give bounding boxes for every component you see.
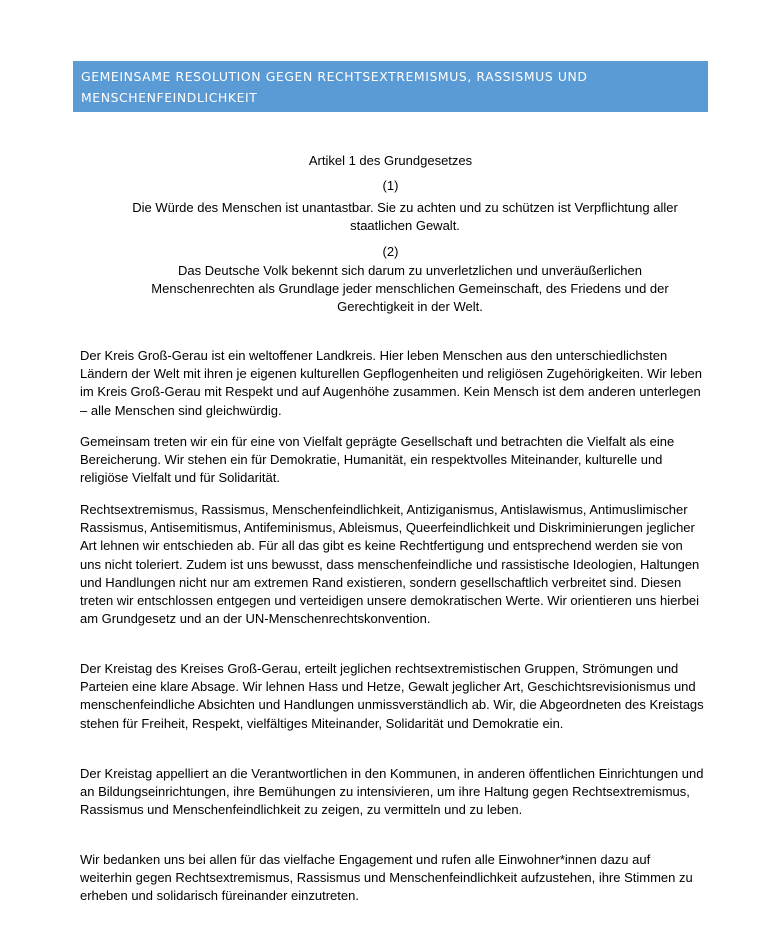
quote-number-1: (1) xyxy=(382,178,399,193)
body-paragraph: Rechtsextremismus, Rassismus, Menschenfeindlichkeit, Antiziganismus, Antislawismus, Antimuslimischer Rassismus, Antisemitismus, Antifeminismus, Ableismus, Queerfeindlichkeit und Diskriminierungen jeglicher Art lehnen wir entschieden ab. Für all das gibt es keine Rechtfertigung und entsprechend werden sie von uns nicht toleriert. Zudem ist uns bewusst, dass menschenfeindliche und rassistische Ideologien, Haltungen und Handlungen nicht nur am extremen Rand existieren, sondern gesellschaftlich verbreitet sind. Diesen treten wir entschlossen entgegen und verteidigen unsere demokratischen Werte. Wir orientieren uns hierbei am Grundgesetz und an der UN-Menschenrechtskonvention. xyxy=(80,502,700,627)
body-paragraph: Der Kreis Groß-Gerau ist ein weltoffener Landkreis. Hier leben Menschen aus den unterschiedlichsten Ländern der Welt mit ihren je eigenen kulturellen Gepflogenheiten und religiösen Zugehörigkeiten. Wir leben im Kreis Groß-Gerau mit Respekt und auf Augenhöhe zusammen. Kein Mensch ist dem anderen unterlegen – alle Menschen sind gleichwürdig. xyxy=(80,348,702,418)
title-banner xyxy=(73,61,708,112)
quote-paragraph-2: Das Deutsche Volk bekennt sich darum zu unverletzlichen und unveräußerlichen Menschenrechten als Grundlage jeder menschlichen Gemeinschaft, des Friedens und der Gerechtigkeit in der Welt. xyxy=(151,263,669,314)
body-paragraph: Der Kreistag des Kreises Groß-Gerau, erteilt jeglichen rechtsextremistischen Gruppen, Strömungen und Parteien eine klare Absage. Wir lehnen Hass und Hetze, Gewalt jeglicher Art, Geschichtsrevisionismus und menschenfeindliche Absichten und Handlungen unmissverständlich ab. Wir, die Abgeordneten des Kreistags stehen für Freiheit, Respekt, vielfältiges Miteinander, Solidarität und Demokratie ein. xyxy=(80,661,704,731)
body-paragraph: Der Kreistag appelliert an die Verantwortlichen in den Kommunen, in anderen öffentlichen Einrichtungen und an Bildungseinrichtungen, ihre Bemühungen zu intensivieren, um ihre Haltung gegen Rechtsextremismus, Rassismus und Menschenfeindlichkeit zu zeigen, zu vermitteln und zu leben. xyxy=(80,766,704,818)
quote-paragraph-1: Die Würde des Menschen ist unantastbar. Sie zu achten und zu schützen ist Verpflichtung aller staatlichen Gewalt. xyxy=(132,200,678,233)
body-paragraph: Wir bedanken uns bei allen für das vielfache Engagement und rufen alle Einwohner*innen dazu auf weiterhin gegen Rechtsextremismus, Rassismus und Menschenfeindlichkeit aufzustehen, ihre Stimmen zu erheben und solidarisch füreinander einzutreten. xyxy=(80,852,693,904)
body-paragraph: Gemeinsam treten wir ein für eine von Vielfalt geprägte Gesellschaft und betrachten die Vielfalt als eine Bereicherung. Wir stehen ein für Demokratie, Humanität, ein respektvolles Miteinander, kulturelle und religiöse Vielfalt und für Solidarität. xyxy=(80,434,675,486)
document-title: GEMEINSAME RESOLUTION GEGEN RECHTSEXTREMISMUS, RASSISMUS UND MENSCHENFEINDLICHKEIT xyxy=(81,69,588,105)
quote-number-2: (2) xyxy=(382,244,399,259)
quote-heading: Artikel 1 des Grundgesetzes xyxy=(308,153,473,168)
